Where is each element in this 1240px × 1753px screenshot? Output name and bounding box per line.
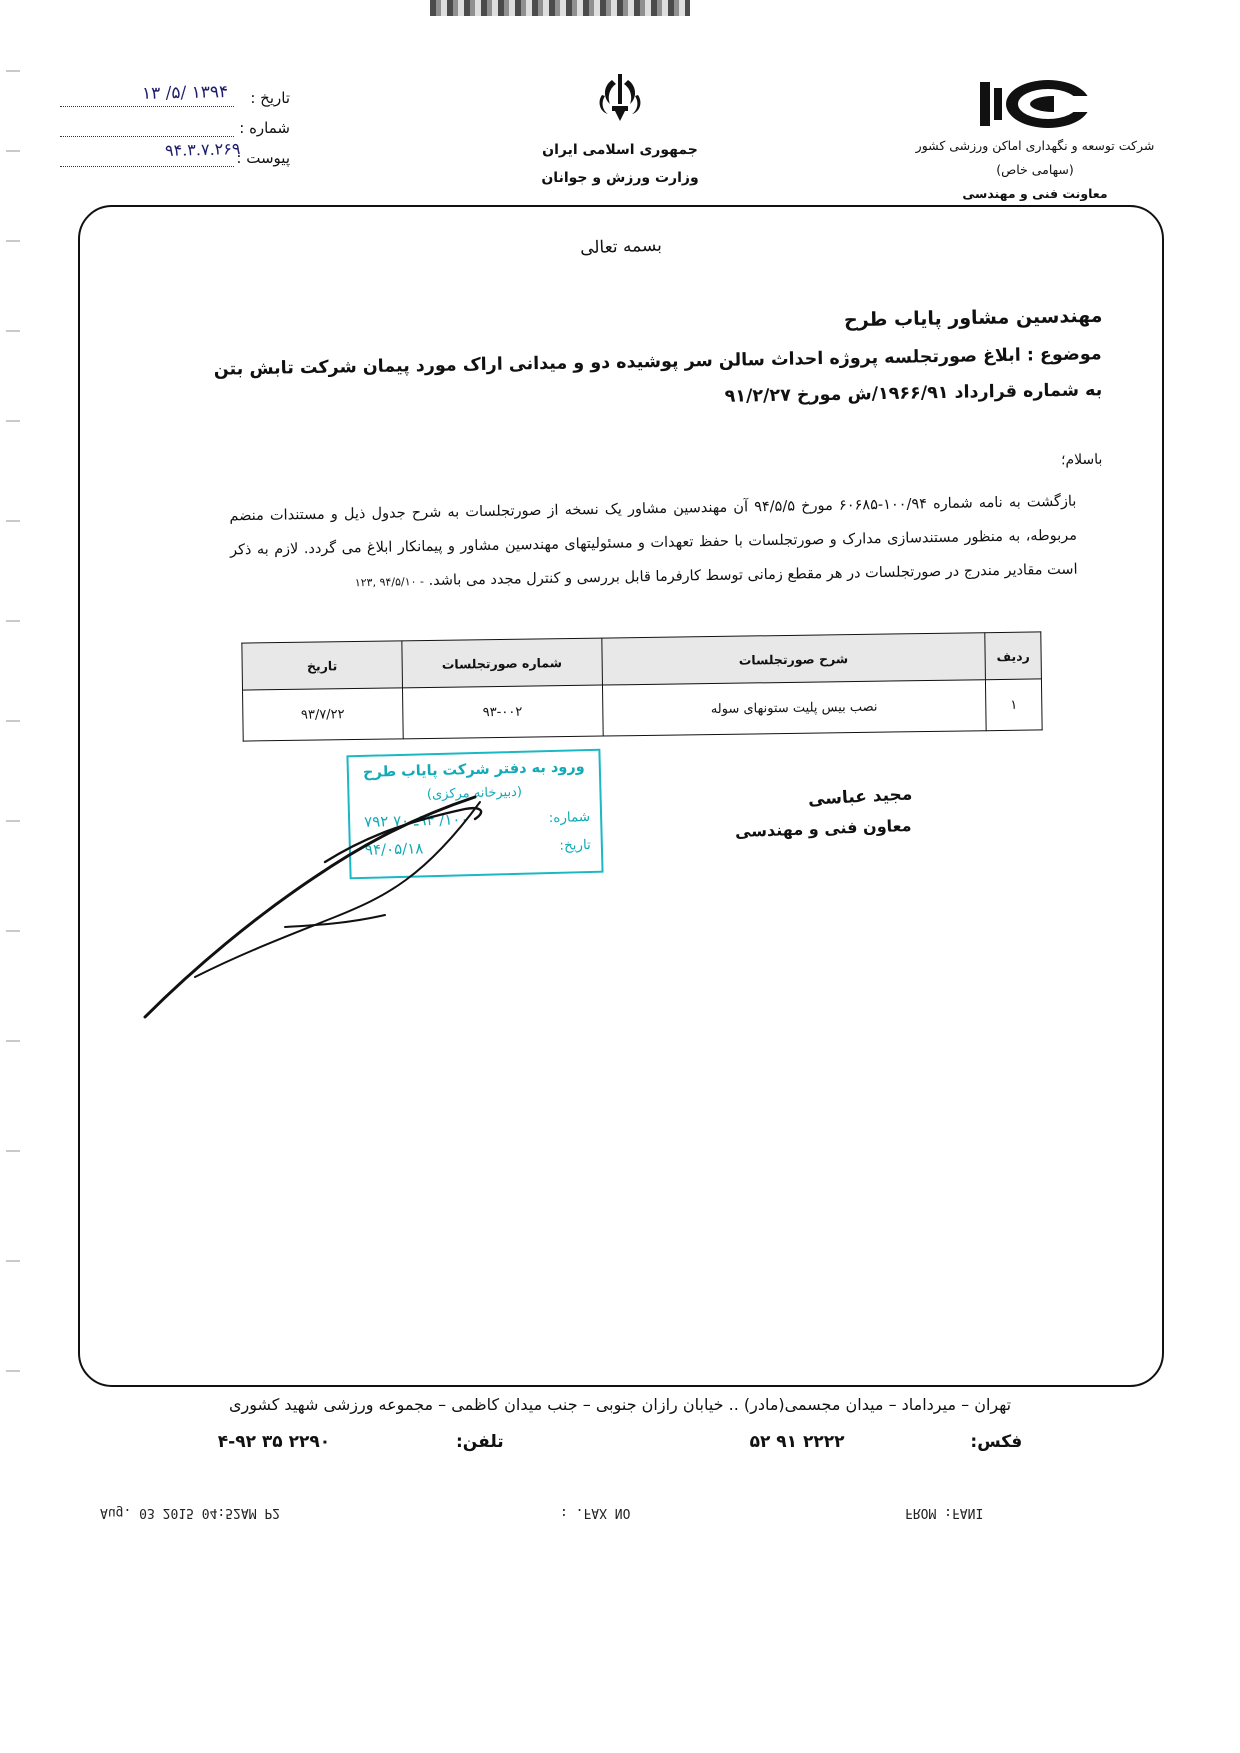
- salutation: باسلام؛: [1060, 451, 1103, 469]
- footer-fax: [684, 1432, 1083, 1452]
- paragraph-text: بازگشت به نامه شماره ۱۰۰/۹۴-۶۰۶۸۵ مورخ ۹۴/۵/۵ آن مهندسین مشاور یک نسخه از صورتجلسات به شرح جدول ذیل و مستندات منضم مربوطه، به منظور مستندسازی مدارک و صورتجلسات با حفظ تعهدات و مسئولیتهای مهندسین مشاور و پیمانکار ابلاغ می گردد. لازم به ذکر است مقادیر مندرج در صورتجلسات در هر مقطع زمانی توسط کارفرما قابل بررسی و کنترل مجدد می باشد.: [229, 493, 1078, 590]
- date-label: تاريخ :: [250, 89, 290, 107]
- phone-value: ۲۲۹۰ ۳۵ ۹۲-۴: [217, 1432, 331, 1452]
- th-description: شرح صورتجلسات: [601, 633, 985, 685]
- th-date: تاریخ: [242, 641, 402, 690]
- number-label: شماره :: [239, 119, 290, 137]
- ministry-name: وزارت ورزش و جوانان: [541, 170, 699, 186]
- letter-paragraph: [229, 485, 1078, 602]
- paragraph-reference: - ۹۴/۵/۱۰ ,۱۲۳: [354, 575, 425, 590]
- cell-date: ۹۳/۷/۲۲: [243, 688, 404, 741]
- subject-line: موضوع : ابلاغ صورتجلسه پروژه احداث سالن سر پوشیده دو و میدانی اراک مورد پیمان شرکت تابش بتن به شماره قرارداد ۱۹۶۶/۹۱/ش مورخ ۹۱/۲/۲۷: [213, 344, 1103, 407]
- footer-phone: [158, 1432, 564, 1452]
- scan-artifact-top: [430, 0, 690, 16]
- stamp-number-value: ۱۰۰/ ۹۴ـ ۷۰ ۷۹۲: [363, 810, 469, 831]
- signatory-name: مجید عباسی: [807, 784, 913, 810]
- cell-row-number: ۱: [986, 679, 1043, 731]
- minutes-table: [241, 631, 1042, 741]
- table-row: [243, 679, 1043, 741]
- stamp-date-value: ۹۴/۰۵/۱۸: [364, 839, 424, 859]
- stamp-date-label: تاریخ:: [559, 836, 592, 854]
- stamp-title: ورود به دفتر شرکت پایاب طرح: [362, 759, 585, 781]
- company-department: معاونت فنی و مهندسی: [962, 185, 1108, 201]
- attachment-row: [60, 146, 290, 176]
- cell-description: نصب بیس پلیت ستونهای سوله: [602, 680, 986, 736]
- letter-body-frame: [78, 205, 1164, 1387]
- phone-label: تلفن:: [456, 1432, 504, 1452]
- fax-label: فکس:: [970, 1432, 1023, 1452]
- country-name: جمهوری اسلامی ایران: [542, 142, 698, 158]
- date-value: ۱۳۹۴ /۵/ ۱۳: [141, 82, 229, 104]
- fax-datetime: Aug. 03 2015 04:52AM P2: [100, 1505, 281, 1520]
- stamp-number-label: شماره:: [548, 808, 591, 827]
- stamp-subtitle: (دبیرخانه مرکزی): [426, 784, 523, 803]
- fax-value: ۲۲۲۲ ۹۱ ۵۲: [749, 1432, 845, 1452]
- registration-block: [60, 82, 290, 176]
- date-row: [60, 82, 290, 116]
- signatory-title: معاون فنی و مهندسی: [735, 815, 913, 842]
- fax-transmission-strip: [0, 1505, 1240, 1527]
- th-row-number: ردیف: [985, 632, 1042, 680]
- footer: [0, 1395, 1240, 1452]
- cell-minutes-number: ۹۳-۰۰۲: [402, 685, 602, 739]
- company-identity: [870, 80, 1200, 205]
- fax-number: FAX NO. :: [560, 1505, 631, 1520]
- th-minutes-number: شماره صورتجلسات: [402, 638, 602, 688]
- attachment-label: پيوست :: [236, 149, 290, 167]
- company-name-line2: (سهامی خاص): [996, 161, 1074, 177]
- footer-contacts: [0, 1432, 1240, 1452]
- iran-emblem-icon: [585, 70, 655, 132]
- scan-artifact-left: [0, 0, 26, 1753]
- handwritten-signature-icon: [135, 767, 535, 1031]
- letterhead: [0, 60, 1240, 210]
- company-name-line1: شرکت توسعه و نگهداری اماکن ورزشی کشور: [915, 138, 1155, 153]
- company-logo-icon: [980, 80, 1090, 128]
- number-value: ۹۴.۳.۷.۲۶۹: [164, 139, 241, 160]
- fax-from: FROM :FANI: [905, 1505, 984, 1520]
- bismillah-text: بسمه تعالی: [579, 235, 663, 259]
- footer-address: تهران – میرداماد – میدان مجسمی(مادر) .. خیابان رازان جنوبی – جنب میدان کاظمی – مجموعه ورزشی شهید کشوری: [228, 1395, 1012, 1414]
- ministry-identity: [460, 70, 780, 192]
- recipient-line: مهندسین مشاور پایاب طرح: [843, 304, 1103, 332]
